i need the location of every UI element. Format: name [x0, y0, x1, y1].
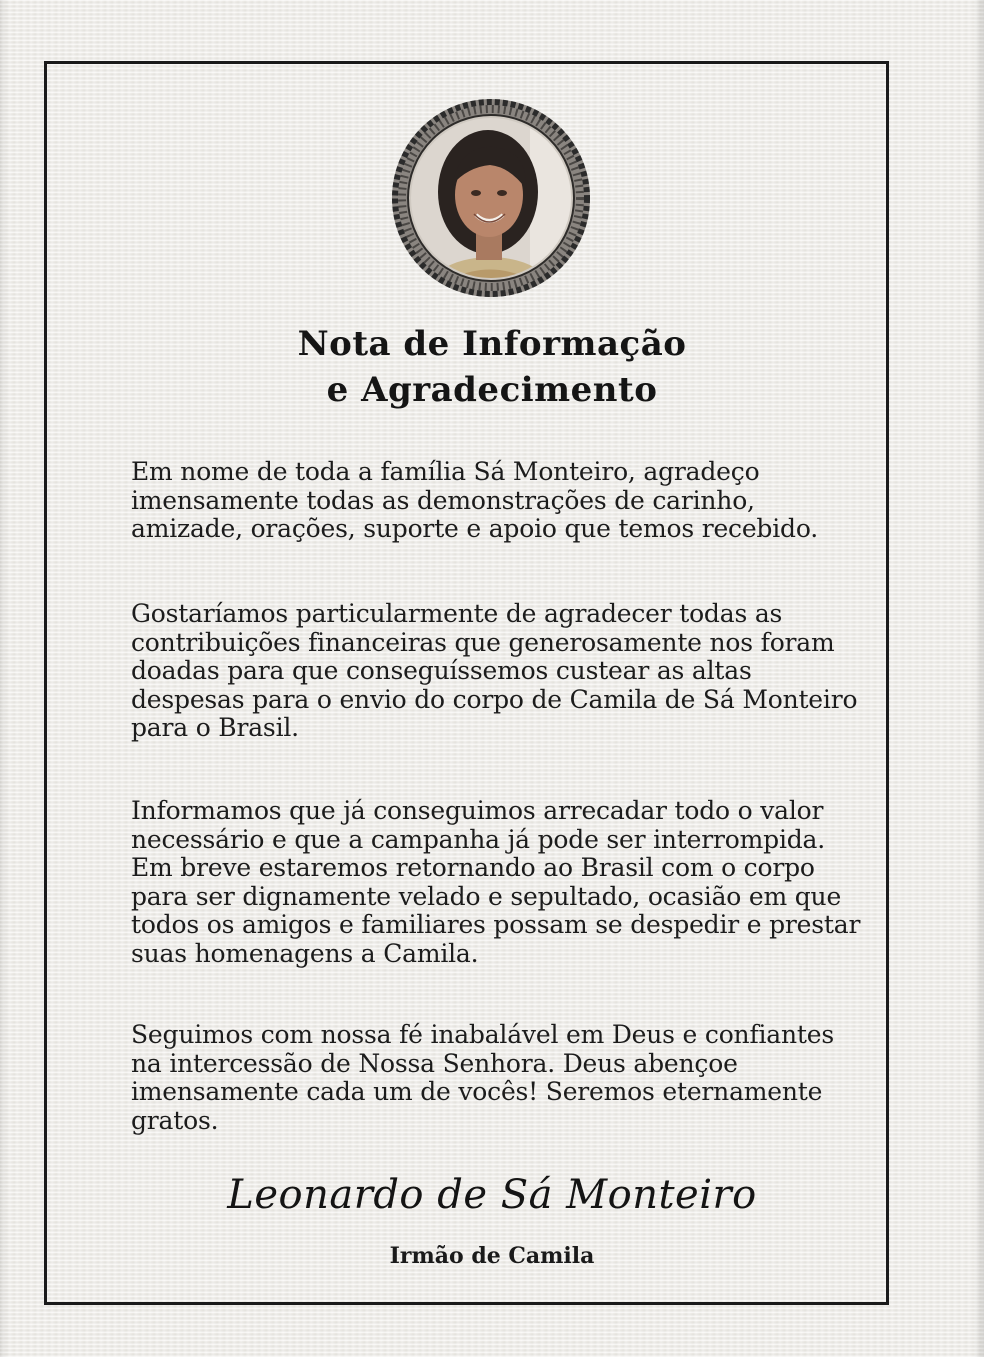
paper-shadow-right: [974, 0, 984, 1357]
document-title-line-1: Nota de Informação: [297, 324, 687, 364]
paragraph-faith: Seguimos com nossa fé inabalável em Deus e confiantes na intercessão de Nossa Senhora. Deus abençoe imensamente cada um de vocês! Seremos eternamente gratos.: [131, 1020, 834, 1135]
memorial-portrait-icon: [390, 97, 592, 299]
signature: Leonardo de Sá Monteiro: [227, 1172, 757, 1218]
memorial-portrait-frame: [390, 97, 592, 299]
document-title-line-2: e Agradecimento: [326, 370, 658, 410]
paragraph-thanks: Em nome de toda a família Sá Monteiro, agradeço imensamente todas as demonstrações de carinho, amizade, orações, suporte e apoio que temos recebido.: [131, 457, 818, 543]
signer-role: Irmão de Camila: [389, 1243, 595, 1269]
paragraph-campaign-complete: Informamos que já conseguimos arrecadar todo o valor necessário e que a campanha já pode ser interrompida. Em breve estaremos retornando ao Brasil com o corpo para ser dignamente velado e sepultado, ocasião em que todos os amigos e familiares possam se despedir e prestar suas homenagens a Camila.: [131, 796, 861, 968]
portrait-photo: [390, 97, 592, 299]
paragraph-contributions: Gostaríamos particularmente de agradecer todas as contribuições financeiras que generosamente nos foram doadas para que conseguíssemos custear as altas despesas para o envio do corpo de Camila de Sá Monteiro para o Brasil.: [131, 599, 858, 742]
paper-shadow-left: [0, 0, 8, 1357]
